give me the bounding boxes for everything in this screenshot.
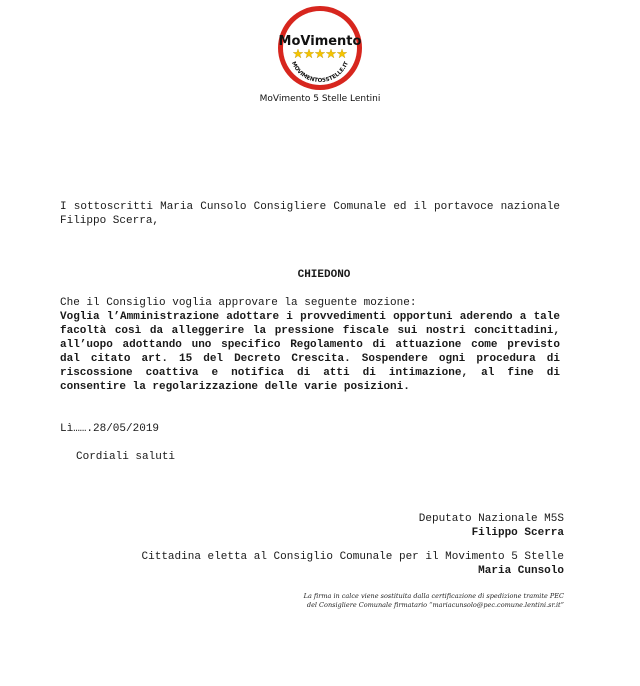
- logo-arc-text: MOVIMENTO5STELLE.IT: [289, 60, 350, 85]
- m5s-logo-icon: [272, 4, 368, 94]
- m5s-logo: [272, 4, 368, 94]
- motion-body: Voglia l’Amministrazione adottare i provvedimenti opportuni aderendo a tale facoltà così da alleggerire la pressione fiscale sui nostri concittadini, all’uopo adottando uno specifico Regolamento di attuazione come previsto dal citato art. 15 del Decreto Crescita. Sospendere ogni procedura di riscossione coattiva e notifica di atti di intimazione, al fine di consentire la regolarizzazione delle varie posizioni.: [60, 311, 567, 393]
- signature-role: Deputato Nazionale M5S: [418, 513, 564, 525]
- signature-name: Filippo Scerra: [471, 527, 564, 539]
- logo-wordmark: MoVimento: [278, 34, 362, 49]
- pec-note: [60, 592, 564, 610]
- motion-intro: Che il Consiglio voglia approvare la seguente mozione:: [60, 297, 417, 309]
- place-date: Lì…….28/05/2019: [60, 423, 160, 435]
- logo-caption: MoVimento 5 Stelle Lentini: [259, 94, 381, 104]
- closing-greeting: Cordiali saluti: [76, 451, 176, 463]
- signature-name: Maria Cunsolo: [478, 565, 564, 577]
- request-heading: CHIEDONO: [297, 269, 351, 281]
- signature-cunsolo: [60, 550, 564, 578]
- pec-note-line: del Consigliere Comunale firmatario “mariacunsolo@pec.comune.lentini.sr.it”: [306, 601, 564, 609]
- intro-paragraph: I sottoscritti Maria Cunsolo Consigliere Comunale ed il portavoce nazionale Filippo Scerra,: [60, 201, 567, 227]
- pec-note-line: La firma in calce viene sostituita dalla certificazione di spedizione tramite PEC: [303, 592, 564, 600]
- signature-scerra: [60, 512, 564, 540]
- signature-role: Cittadina eletta al Consiglio Comunale per il Movimento 5 Stelle: [141, 551, 564, 563]
